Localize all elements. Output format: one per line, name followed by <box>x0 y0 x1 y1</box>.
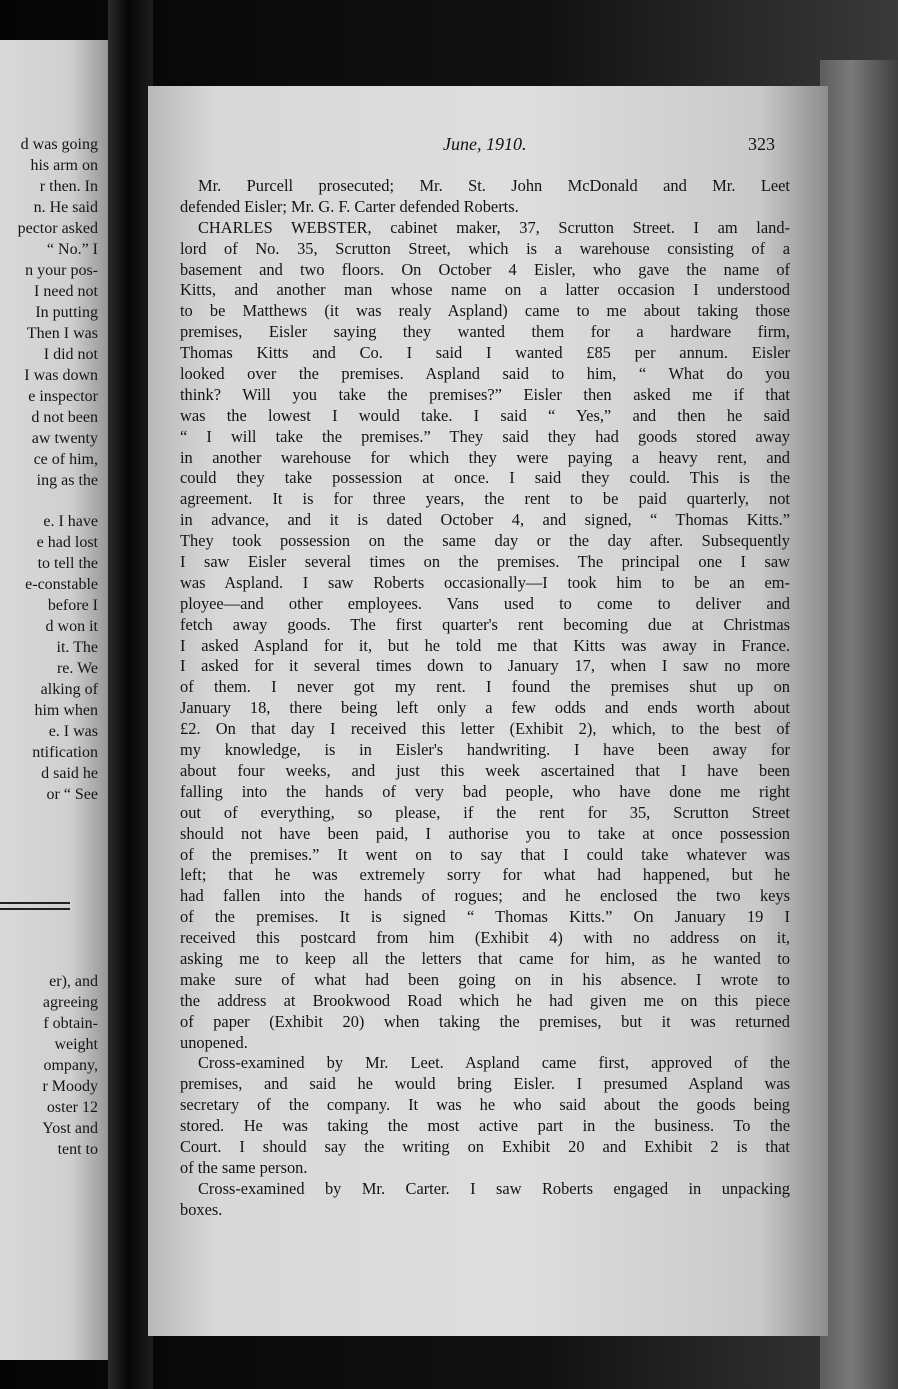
text-line: Kitts, and another man whose name on a latter occasion I understood <box>180 280 790 300</box>
left-page-line: it. The <box>56 639 98 656</box>
left-page-line: weight <box>54 1036 98 1053</box>
text-line: They took possession on the same day or the day after. Subsequently <box>180 531 790 551</box>
left-page-rule-upper <box>0 902 70 904</box>
text-line: Cross-examined by Mr. Leet. Aspland came first, approved of the <box>198 1053 790 1073</box>
text-line: Cross-examined by Mr. Carter. I saw Roberts engaged in unpacking <box>198 1178 790 1198</box>
left-page-line: alking of <box>40 681 98 698</box>
text-line: defended Eisler; Mr. G. F. Carter defended Roberts. <box>180 196 519 216</box>
left-page-line: tent to <box>57 1141 98 1158</box>
left-page-line: d said he <box>41 765 98 782</box>
page-header <box>148 134 788 156</box>
left-page-line: er), and <box>49 973 98 990</box>
left-page-line: oster 12 <box>46 1099 98 1116</box>
text-line: could they take possession at once. I said they could. This is the <box>180 468 790 488</box>
left-page-line: before I <box>47 597 98 614</box>
text-line: I asked Aspland for it, but he told me that Kitts was away in France. <box>180 635 790 655</box>
text-line: stored. He was taking the most active part in the business. To the <box>180 1116 790 1136</box>
running-head: June, 1910. <box>443 134 527 154</box>
left-page-line: ce of him, <box>33 451 98 468</box>
left-page-line: re. We <box>56 660 98 677</box>
text-line: the address at Brookwood Road which he had given me on this piece <box>180 990 790 1010</box>
text-line: I asked for it several times down to January 17, when I saw no more <box>180 656 790 676</box>
left-page-line: I did not <box>43 346 98 363</box>
text-line: ployee—and other employees. Vans used to come to deliver and <box>180 593 790 613</box>
text-line: had fallen into the hands of rogues; and he enclosed the two keys <box>180 886 790 906</box>
text-line: falling into the hands of very bad people, who have done me right <box>180 781 790 801</box>
left-page-rule-lower <box>0 908 70 910</box>
right-page <box>148 86 828 1336</box>
text-line: looked over the premises. Aspland said to him, “ What do you <box>180 364 790 384</box>
left-page-line: n your pos- <box>25 262 98 279</box>
text-line: out of everything, so please, if the rent for 35, Scrutton Street <box>180 802 790 822</box>
left-page-line: ing as the <box>36 472 98 489</box>
left-page-line: e. I was <box>48 723 98 740</box>
left-page-line: I was down <box>24 367 98 384</box>
left-page-line: In putting <box>35 304 98 321</box>
left-page-line: d was going <box>20 136 98 153</box>
text-line: lord of No. 35, Scrutton Street, which is a warehouse consisting of a <box>180 238 790 258</box>
text-line: January 18, there being left only a few odds and ends worth about <box>180 698 790 718</box>
text-line: Thomas Kitts and Co. I said I wanted £85 per annum. Eisler <box>180 343 790 363</box>
left-page-line: to tell the <box>37 555 98 572</box>
text-line: of the premises. It is signed “ Thomas Kitts.” On January 19 I <box>180 907 790 927</box>
text-line: in advance, and it is dated October 4, and signed, “ Thomas Kitts.” <box>180 510 790 530</box>
left-page-line: “ No.” I <box>46 241 98 258</box>
text-line: to be Matthews (it was realy Aspland) came to me about taking those <box>180 301 790 321</box>
left-facing-page <box>0 40 118 1360</box>
left-page-line: ntification <box>32 744 98 761</box>
text-line: agreement. It is for three years, the rent to be paid quarterly, not <box>180 489 790 509</box>
text-line: £2. On that day I received this letter (Exhibit 2), which, to the best of <box>180 719 790 739</box>
text-line: secretary of the company. It was he who said about the goods being <box>180 1095 790 1115</box>
text-line: “ I will take the premises.” They said they had goods stored away <box>180 426 790 446</box>
text-line: I saw Eisler several times on the premises. The principal one I saw <box>180 552 790 572</box>
text-line: of them. I never got my rent. I found the premises shut up on <box>180 677 790 697</box>
left-page-line: e had lost <box>36 534 98 551</box>
text-line: premises, Eisler saying they wanted them for a hardware firm, <box>180 322 790 342</box>
text-line: boxes. <box>180 1199 223 1219</box>
text-line: Mr. Purcell prosecuted; Mr. St. John McDonald and Mr. Leet <box>198 176 790 195</box>
text-line: received this postcard from him (Exhibit 4) with no address on it, <box>180 928 790 948</box>
text-line: was the lowest I would take. I said “ Yes,” and then he said <box>180 405 790 425</box>
text-line: of paper (Exhibit 20) when taking the premises, but it was returned <box>180 1011 790 1031</box>
left-page-line: ompany, <box>43 1057 98 1074</box>
left-page-line: d not been <box>31 409 98 426</box>
left-page-line: agreeing <box>42 994 98 1011</box>
text-line: make sure of what had been going on in his absence. I wrote to <box>180 969 790 989</box>
text-line: my knowledge, is in Eisler's handwriting. I have been away for <box>180 740 790 760</box>
left-page-line: him when <box>34 702 98 719</box>
text-line: asking me to keep all the letters that came for him, as he wanted to <box>180 948 790 968</box>
left-page-line: n. He said <box>33 199 98 216</box>
page-number: 323 <box>748 134 775 154</box>
left-page-line: r Moody <box>42 1078 98 1095</box>
left-page-line: his arm on <box>30 157 98 174</box>
text-line: of the premises.” It went on to say that I could take whatever was <box>180 844 790 864</box>
left-page-line: or “ See <box>46 786 98 803</box>
left-page-line: I need not <box>34 283 98 300</box>
text-line: in another warehouse for which they were paying a heavy rent, and <box>180 447 790 467</box>
text-line: fetch away goods. The first quarter's rent becoming due at Christmas <box>180 614 790 634</box>
text-line: was Aspland. I saw Roberts occasionally—I took him to be an em- <box>180 572 790 592</box>
left-page-line: r then. In <box>39 178 98 195</box>
body-text <box>180 176 790 1221</box>
text-line: of the same person. <box>180 1157 308 1177</box>
text-line: CHARLES WEBSTER, cabinet maker, 37, Scrutton Street. I am land- <box>198 217 790 237</box>
text-line: Court. I should say the writing on Exhibit 20 and Exhibit 2 is that <box>180 1136 790 1156</box>
left-page-line: f obtain- <box>43 1015 98 1032</box>
text-line: unopened. <box>180 1032 248 1052</box>
left-page-line: pector asked <box>17 220 98 237</box>
book-gutter <box>108 0 153 1389</box>
left-page-line: Then I was <box>26 325 98 342</box>
text-line: about four weeks, and just this week ascertained that I have been <box>180 760 790 780</box>
left-page-line: e. I have <box>43 513 98 530</box>
text-line: premises, and said he would bring Eisler. I presumed Aspland was <box>180 1074 790 1094</box>
left-page-line: d won it <box>45 618 98 635</box>
page-edge-shadow <box>820 60 898 1389</box>
text-line: left; that he was extremely sorry for what had happened, but he <box>180 865 790 885</box>
left-page-line: e inspector <box>28 388 98 405</box>
left-page-line: Yost and <box>42 1120 98 1137</box>
text-line: basement and two floors. On October 4 Eisler, who gave the name of <box>180 259 790 279</box>
text-line: should not have been paid, I authorise you to take at once possession <box>180 823 790 843</box>
text-line: think? Will you take the premises?” Eisler then asked me if that <box>180 384 790 404</box>
left-page-line: aw twenty <box>31 430 98 447</box>
left-page-line: e-constable <box>25 576 98 593</box>
